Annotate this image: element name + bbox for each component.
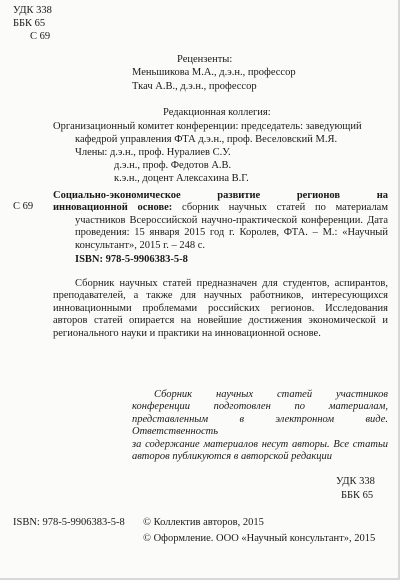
- abstract-paragraph: [53, 278, 388, 340]
- note-line: Сборник научных статей участников: [154, 389, 388, 400]
- catalog-entry: [53, 190, 388, 252]
- abstract-line: инновационными проблемами российских регионов. Исследования: [53, 302, 388, 314]
- note-line: конференции подготовлен по материалам,: [132, 401, 388, 413]
- editorial-line: кафедрой управления ФТА д.э.н., проф. Веселовский М.Я.: [75, 134, 338, 145]
- abstract-line: преподавателей, а также для научных работников, интересующихся: [53, 290, 388, 302]
- reviewer-line: Ткач А.В., д.э.н., профессор: [132, 81, 257, 92]
- editorial-title: Редакционная коллегия:: [163, 107, 271, 118]
- editorial-line: Члены: д.э.н., проф. Нуралиев С.У.: [75, 147, 231, 158]
- footer-bbk-code: ББК 65: [341, 490, 374, 501]
- copyright-design: © Оформление. ООО «Научный консультант», 2015: [143, 533, 376, 544]
- editorial-line: д.э.н., проф. Федотов А.В.: [114, 160, 232, 171]
- catalog-line: участников Всероссийской научно-практической конференции. Дата: [75, 214, 388, 226]
- publication-note: [132, 389, 388, 463]
- note-line: представленным в электронном виде. Ответственность: [132, 413, 388, 438]
- abstract-line: регионального науки и практики на инновационной основе.: [53, 327, 321, 339]
- reviewers-title: Рецензенты:: [177, 54, 233, 65]
- reviewer-line: Меньшикова М.А., д.э.н., профессор: [132, 67, 296, 78]
- editorial-line: Организационный комитет конференции: председатель: заведующий: [53, 121, 362, 132]
- catalog-isbn: ISBN: 978-5-9906383-5-8: [75, 254, 188, 265]
- catalog-title-rest: сборник научных статей по материалам: [172, 202, 388, 214]
- abstract-line: авторов статей опирается на новейшие достижения экономической и: [53, 315, 388, 327]
- footer-udk-code: УДК 338: [336, 476, 375, 487]
- catalog-title-bold: инновационной основе:: [53, 202, 173, 214]
- catalog-title-line: [53, 202, 388, 214]
- note-line: авторов публикуются в авторской редакции: [132, 451, 333, 463]
- catalog-line: консультант», 2015 г. – 248 с.: [75, 239, 205, 251]
- copyright-authors: © Коллектив авторов, 2015: [143, 517, 264, 528]
- catalog-title-line: Социально-экономическое развитие регионов на: [53, 190, 388, 201]
- catalog-code: С 69: [13, 201, 34, 212]
- udk-code: УДК 338: [13, 5, 52, 16]
- editorial-line: к.э.н., доцент Алексахина В.Г.: [114, 173, 249, 184]
- abstract-line: Сборник научных статей предназначен для студентов, аспирантов,: [75, 278, 388, 289]
- catalog-line: проведения: 15 января 2015 год г. Королев, ФТА. – М.: «Научный: [75, 227, 388, 239]
- note-line: за содержание материалов несут авторы. Все статьи: [132, 438, 388, 450]
- bbk-code: ББК 65: [13, 18, 46, 29]
- footer-isbn: ISBN: 978-5-9906383-5-8: [13, 517, 125, 528]
- author-mark: С 69: [30, 31, 51, 42]
